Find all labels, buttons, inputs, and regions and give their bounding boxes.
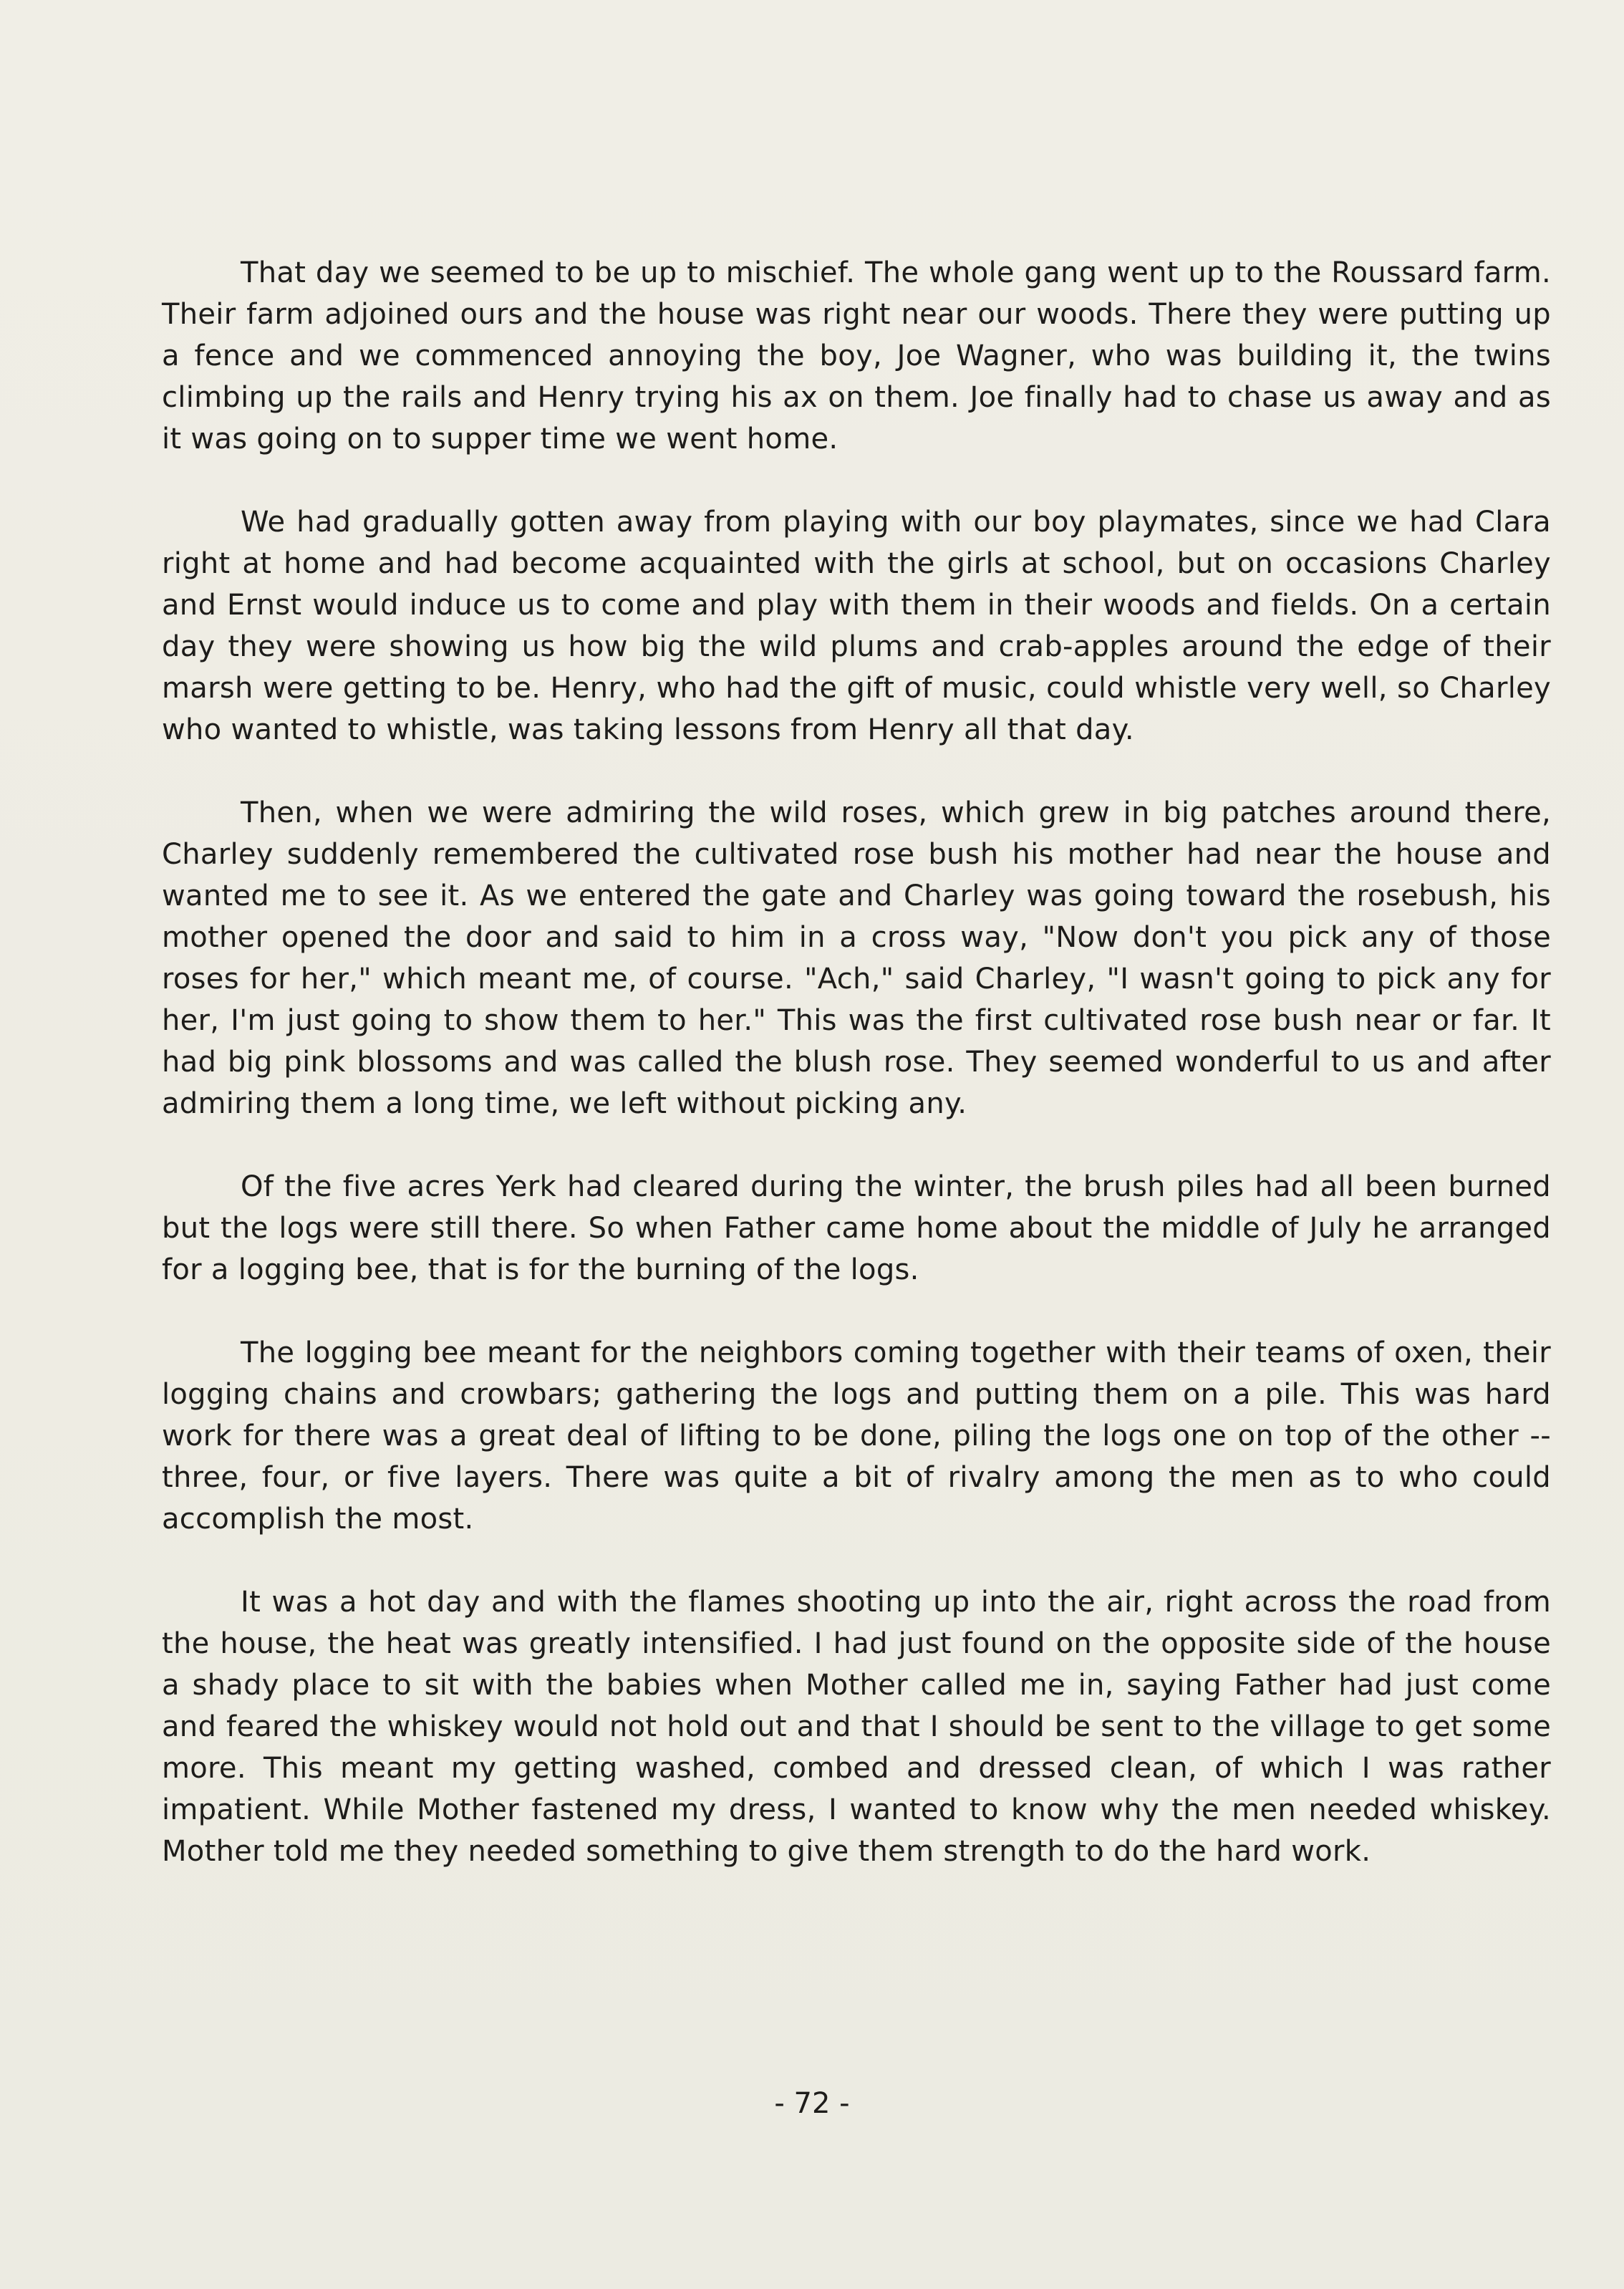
paragraph-logging-bee: The logging bee meant for the neighbors coming together with their teams of oxen, their logging chains and crowbars; gathering the logs and putting them on a pile. This was hard work for there was a great deal of lifting to be done, piling the logs one on top of the other -- three, four, or five layers. There was quite a bit of rivalry among the men as to who could accomplish the most. [162,1336,1551,1536]
paragraph-roussard-farm: That day we seemed to be up to mischief. The whole gang went up to the Roussard farm. Their farm adjoined ours and the house was right near our woods. There they were putting up a fence and we commenced annoying the boy, Joe Wagner, who was building it, the twins climbing up the rails and Henry trying his ax on them. Joe finally had to chase us away and as it was going on to supper time we went home. [162,256,1551,456]
paragraph-hot-day: It was a hot day and with the flames shooting up into the air, right across the road from the house, the heat was greatly intensified. I had just found on the opposite side of the house a shady place to sit with the babies when Mother called me in, saying Father had just come and feared the whiskey would not hold out and that I should be sent to the village to get some more. This meant my getting washed, combed and dressed clean, of which I was rather impatient. While Mother fastened my dress, I wanted to know why the men needed whiskey. Mother told me they needed something to give them strength to do the hard work. [162,1586,1551,1868]
body-text [162,252,1551,1872]
paragraph-boy-playmates: We had gradually gotten away from playing with our boy playmates, since we had Clara right at home and had become acquainted with the girls at school, but on occasions Charley and Ernst would induce us to come and play with them in their woods and fields. On a certain day they were showing us how big the wild plums and crab-apples around the edge of their marsh were getting to be. Henry, who had the gift of music, could whistle very well, so Charley who wanted to whistle, was taking lessons from Henry all that day. [162,506,1551,746]
page-number: - 72 - [774,2087,850,2120]
paragraph-five-acres: Of the five acres Yerk had cleared during the winter, the brush piles had all been burned but the logs were still there. So when Father came home about the middle of July he arranged for a logging bee, that is for the burning of the logs. [162,1170,1551,1286]
paragraph-wild-roses: Then, when we were admiring the wild roses, which grew in big patches around there, Charley suddenly remembered the cultivated rose bush his mother had near the house and wanted me to see it. As we entered the gate and Charley was going toward the rosebush, his mother opened the door and said to him in a cross way, "Now don't you pick any of those roses for her," which meant me, of course. "Ach," said Charley, "I wasn't going to pick any for her, I'm just going to show them to her." This was the first cultivated rose bush near or far. It had big pink blossoms and was called the blush rose. They seemed wonderful to us and after admiring them a long time, we left without picking any. [162,796,1551,1120]
